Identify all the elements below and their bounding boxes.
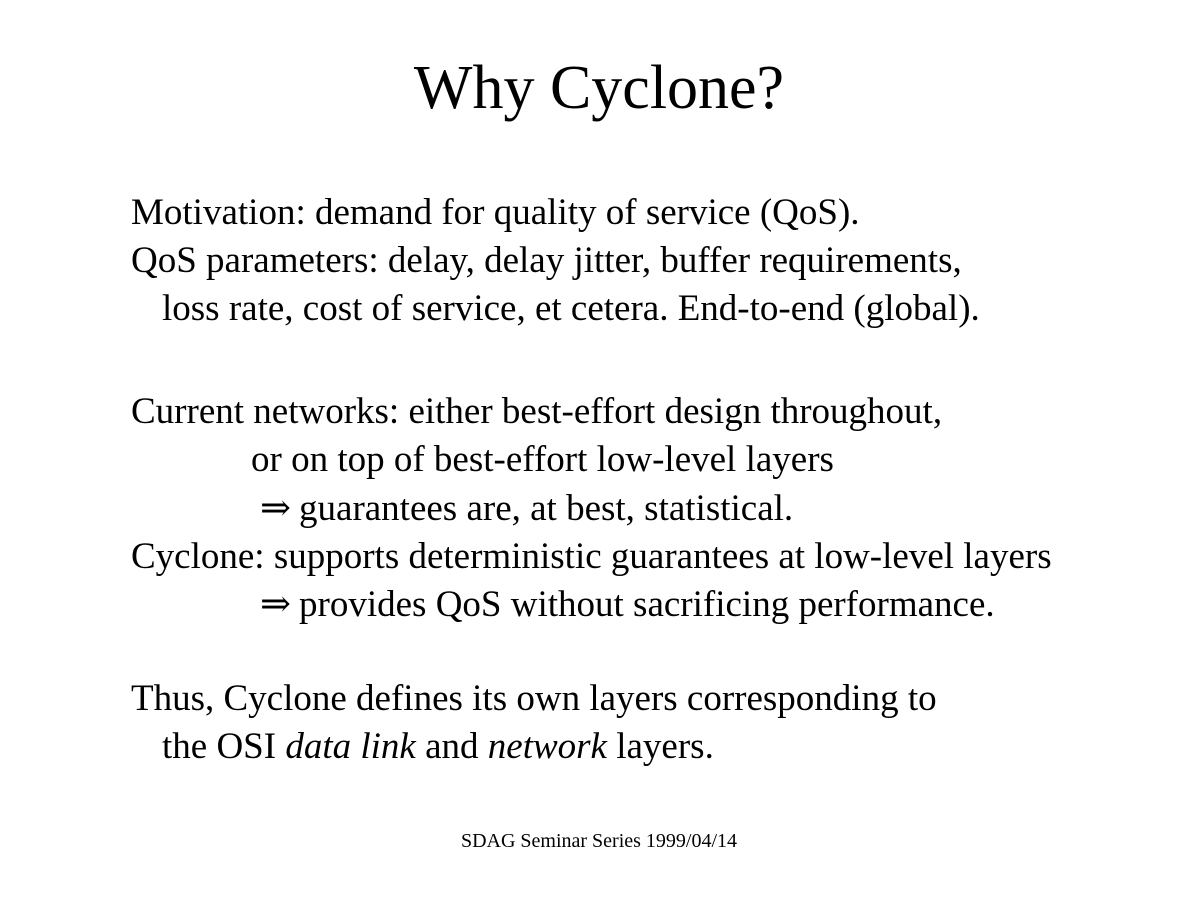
osi-and-text: and [415,726,488,767]
current-networks-continuation-line: or on top of best-effort low-level layers [251,439,834,480]
osi-prefix-text: the OSI [162,726,286,767]
network-emphasis: network [487,726,607,767]
guarantees-line [260,487,793,531]
footer: SDAG Seminar Series 1999/04/14 [460,830,738,852]
implies-arrow-icon: ⇒ [260,488,292,529]
data-link-emphasis: data link [285,726,416,767]
thus-line: Thus, Cyclone defines its own layers corresponding to [131,678,937,719]
guarantees-text: guarantees are, at best, statistical. [299,488,794,529]
qos-parameters-continuation-line: loss rate, cost of service, et cetera. End-to-end (global). [162,288,980,329]
osi-suffix-text: layers. [606,726,714,767]
current-networks-line: Current networks: either best-effort design throughout, [131,391,943,432]
osi-layers-line [162,725,714,769]
provides-qos-line [260,583,995,627]
slide-title: Why Cyclone? [413,54,785,122]
motivation-line: Motivation: demand for quality of service (QoS). [131,192,860,233]
provides-qos-text: provides QoS without sacrificing performance. [299,584,995,625]
qos-parameters-line: QoS parameters: delay, delay jitter, buffer requirements, [131,240,962,281]
cyclone-supports-line: Cyclone: supports deterministic guarantees at low-level layers [131,536,1052,577]
implies-arrow-icon: ⇒ [260,584,292,625]
